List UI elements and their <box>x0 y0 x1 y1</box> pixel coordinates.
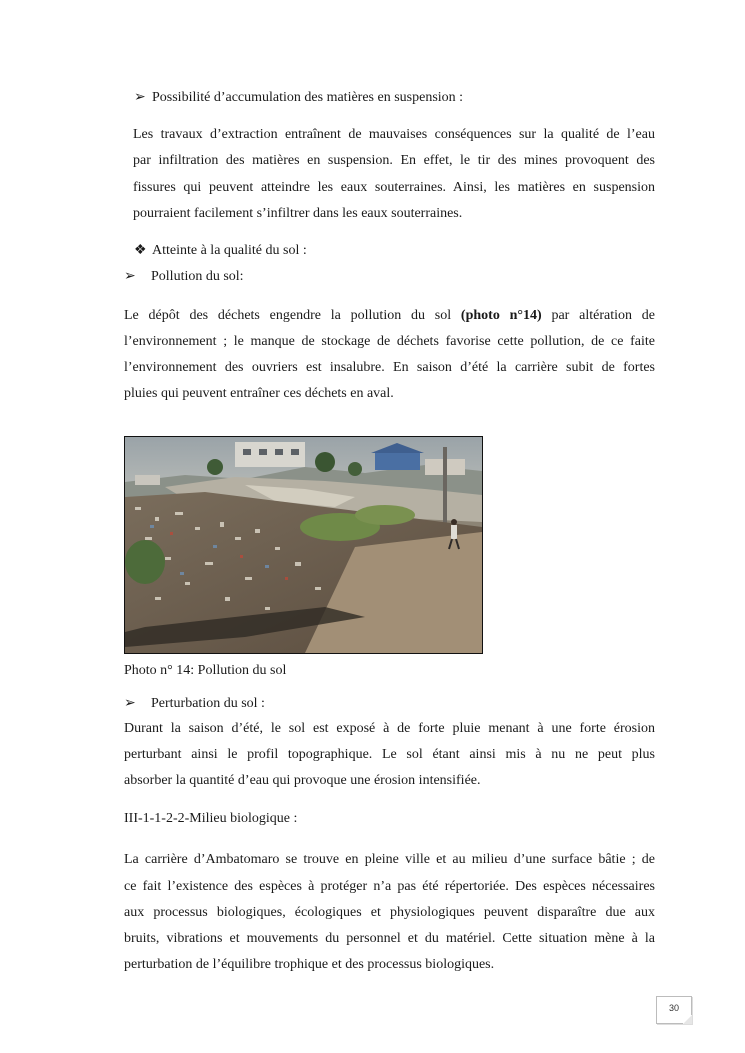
landfill-photo <box>124 436 483 654</box>
photo-caption: Photo n° 14: Pollution du sol <box>124 663 287 678</box>
heading-text: Atteinte à la qualité du sol : <box>152 243 307 258</box>
photo-reference: (photo n°14) <box>460 308 542 323</box>
paragraph-line: fissures qui peuvent atteindre les eaux souterraines. Ainsi, les matières en suspension <box>133 180 655 195</box>
heading-text: Possibilité d’accumulation des matières en suspension : <box>152 90 464 105</box>
arrow-bullet-icon: ➢ <box>124 269 136 284</box>
paragraph-line <box>124 308 655 324</box>
paragraph-line: l’environnement ; le manque de stockage de déchets favorise cette pollution, de ce faite <box>124 334 655 349</box>
text-run: Le dépôt des déchets engendre la pollution du sol <box>124 308 461 323</box>
paragraph-line: absorber la quantité d’eau qui provoque une érosion intensifiée. <box>124 773 481 788</box>
arrow-bullet-icon: ➢ <box>124 696 136 711</box>
bullet-heading-suspension <box>134 90 463 106</box>
paragraph-line: par infiltration des matières en suspension. En effet, le tir des mines provoquent des <box>133 153 655 168</box>
paragraph-line: La carrière d’Ambatomaro se trouve en pleine ville et au milieu d’une surface bâtie ; de <box>124 852 655 867</box>
arrow-bullet-icon: ➢ <box>134 90 146 105</box>
paragraph-line: pluies qui peuvent entraîner ces déchets en aval. <box>124 386 394 401</box>
landfill-scene-image <box>125 437 482 653</box>
bullet-heading-soil-disturbance <box>124 696 265 712</box>
paragraph-line: pourraient facilement s’infiltrer dans les eaux souterraines. <box>133 206 463 221</box>
section-heading: III-1-1-2-2-Milieu biologique : <box>124 811 298 826</box>
paragraph-line: Les travaux d’extraction entraînent de mauvaises conséquences sur la qualité de l’eau <box>133 127 655 142</box>
paragraph-line: bruits, vibrations et mouvements du personnel et du matériel. Cette situation mène à la <box>124 931 655 946</box>
page-number: 30 <box>656 996 692 1024</box>
bullet-heading-soil-pollution <box>124 269 244 285</box>
paragraph-line: l’environnement des ouvriers est insalubre. En saison d’été la carrière subit de fortes <box>124 360 655 375</box>
bullet-heading-soil-quality <box>134 243 307 259</box>
diamond-bullet-icon: ❖ <box>134 243 147 258</box>
heading-text: Pollution du sol: <box>151 269 244 284</box>
paragraph-line: Durant la saison d’été, le sol est exposé à de forte pluie menant à une forte érosion <box>124 721 655 736</box>
paragraph-line: perturbation de l’équilibre trophique et des processus biologiques. <box>124 957 495 972</box>
text-run: par altération de <box>541 308 655 323</box>
heading-text: Perturbation du sol : <box>151 696 265 711</box>
paragraph-line: perturbant ainsi le profil topographique. Le sol étant ainsi mis à nu ne peut plus <box>124 747 655 762</box>
paragraph-line: ce fait l’existence des espèces à protéger n’a pas été répertoriée. Des espèces nécessaires <box>124 879 655 894</box>
paragraph-line: aux processus biologiques, écologiques et physiologiques peuvent disparaître due aux <box>124 905 655 920</box>
